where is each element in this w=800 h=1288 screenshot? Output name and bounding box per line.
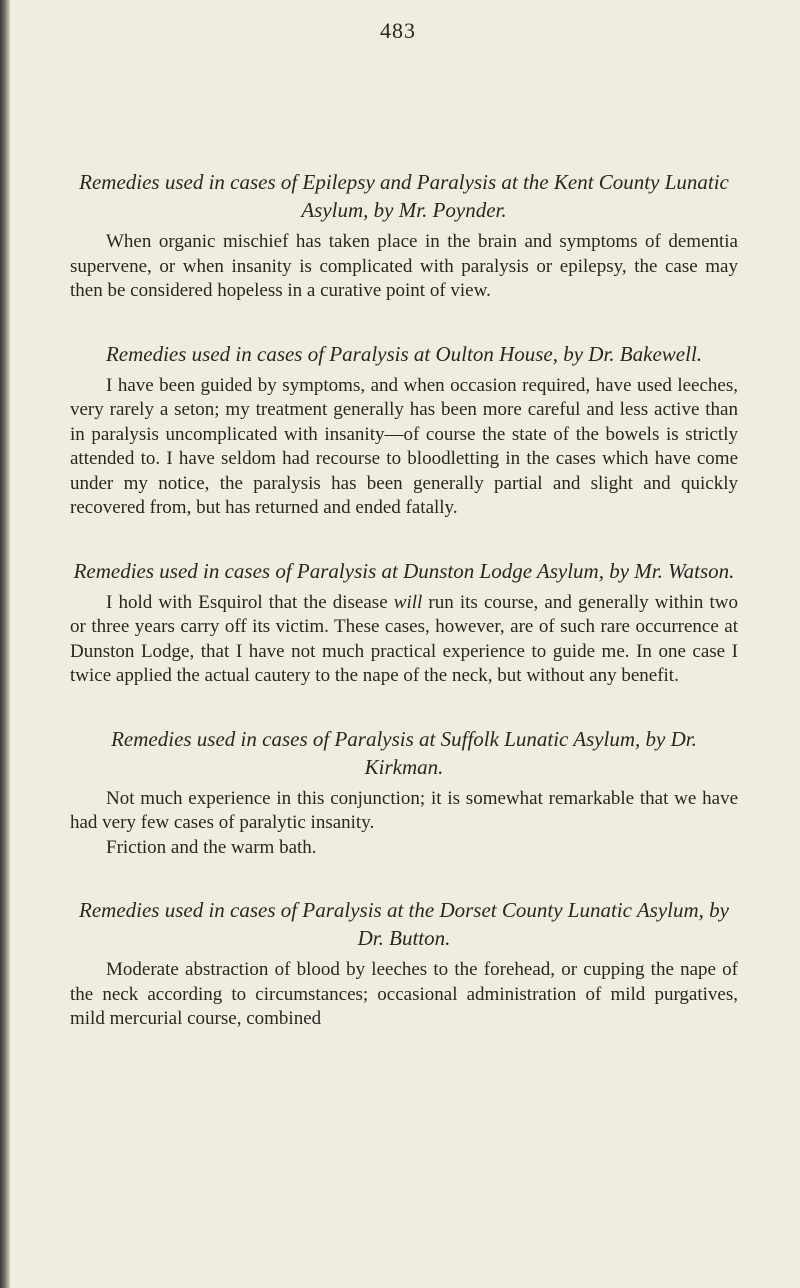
body-text: I hold with Esquirol that the disease [106,591,394,613]
section-heading: Remedies used in cases of Paralysis at Dunston Lodge Asylum, by Mr. Watson. [73,558,735,583]
section-dunston [70,557,738,689]
page-binding-edge [0,0,10,1288]
emphasis-word: will [393,591,423,613]
body-text: run its course, and generally within two or three years carry off its victim. These cases, however, are of such rare occurrence at Dunston Lodge, that I have not much practical experience to guide me. In one case I twice applied the actual cautery to the nape of the neck, but without any benefit. [70,591,738,686]
section-kent [70,168,738,304]
section-oulton [70,340,738,521]
section-heading: Remedies used in cases of Epilepsy and Paralysis at the Kent County Lunatic Asylum, by Mr. Poynder. [79,170,729,222]
section-heading: Remedies used in cases of Paralysis at Oulton House, by Dr. Bakewell. [105,341,703,366]
section-body: Not much experience in this conjunction; it is somewhat remarkable that we have had very few cases of paralytic insanity. [70,787,738,833]
section-heading: Remedies used in cases of Paralysis at the Dorset County Lunatic Asylum, by Dr. Button. [79,898,729,950]
page-number: 483 [380,18,416,43]
section-body: Moderate abstraction of blood by leeches to the forehead, or cupping the nape of the neck according to circumstances; occasional administration of mild purgatives, mild mercurial course, combined [70,959,738,1029]
section-body: I have been guided by symptoms, and when occasion required, have used leeches, very rarely a seton; my treatment generally has been more careful and less active than in paralysis uncomplicated with insanity—of course the state of the bowels is strictly attended to. I have seldom had recourse to bloodletting in the cases which have come under my notice, the paralysis has been generally partial and slight and quickly recovered from, but has returned and ended fatally. [70,374,738,518]
section-dorset [70,896,738,1032]
section-body-2: Friction and the warm bath. [106,836,317,858]
page-content [70,168,738,1068]
section-body [70,591,738,689]
section-body: When organic mischief has taken place in the brain and symptoms of dementia supervene, or when insanity is complicated with paralysis or epilepsy, the case may then be considered hopeless in a curative point of view. [70,231,738,301]
section-suffolk [70,725,738,861]
section-heading: Remedies used in cases of Paralysis at Suffolk Lunatic Asylum, by Dr. Kirkman. [111,726,697,779]
